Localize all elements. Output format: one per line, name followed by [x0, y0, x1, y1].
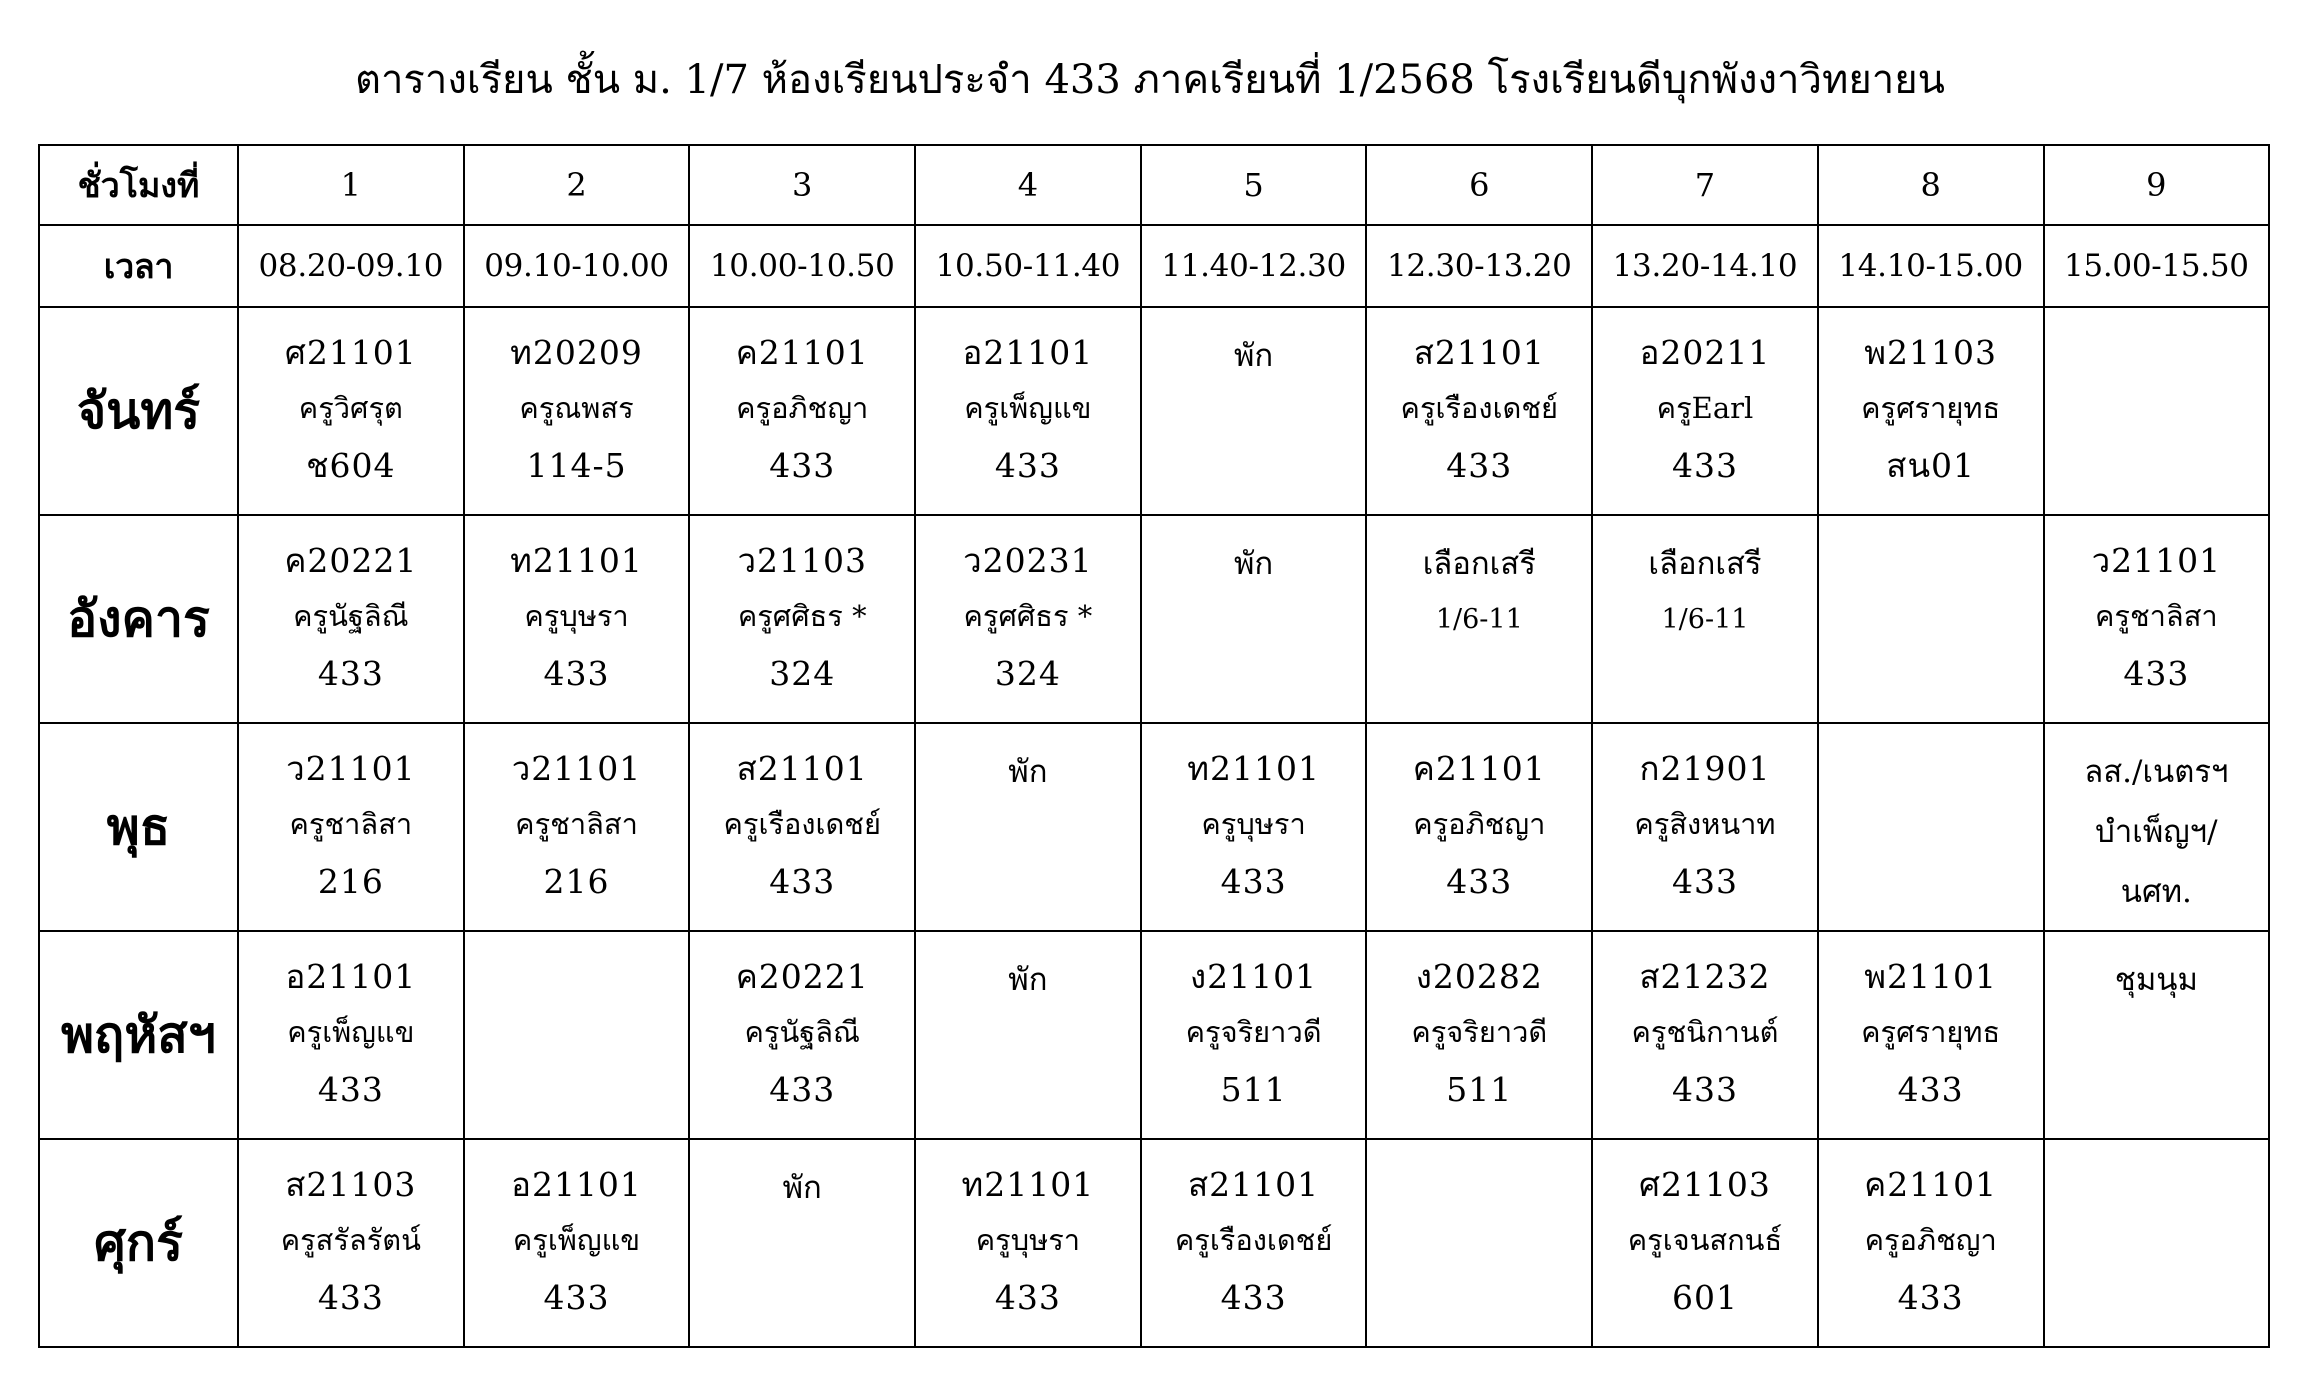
cell-content — [1593, 308, 1817, 496]
room-number: 433 — [1446, 862, 1513, 901]
room-number: 433 — [543, 1278, 610, 1317]
timetable-cell — [1366, 723, 1592, 931]
timetable-cell — [1366, 1139, 1592, 1347]
subject-code: ค21101 — [1412, 749, 1546, 788]
teacher-name: ครูจริยาวดี — [1185, 1015, 1322, 1049]
room-number: 216 — [317, 862, 384, 901]
teacher-name: ครูเพ็ญแข — [512, 1223, 641, 1257]
teacher-name: ครูบุษรา — [975, 1223, 1081, 1257]
page-title: ตารางเรียน ชั้น ม. 1/7 ห้องเรียนประจำ 433 ภาคเรียนที่ 1/2568 โรงเรียนดีบุกพังงาวิทยายน — [354, 57, 1946, 103]
room-number: 433 — [1671, 862, 1738, 901]
teacher-name: ครูนัฐลิณี — [293, 599, 409, 633]
room-number: 433 — [769, 446, 836, 485]
subject-code: ง21101 — [1190, 957, 1318, 996]
timetable-cell — [1366, 931, 1592, 1139]
room-number: 433 — [1671, 446, 1738, 485]
teacher-name: ครูสรัลรัตน์ — [280, 1223, 421, 1257]
activity-note: นศท. — [2120, 874, 2192, 910]
room-number: 511 — [1220, 1070, 1287, 1109]
timetable-cell — [689, 723, 915, 931]
cell-content — [1142, 724, 1366, 912]
cell-content — [465, 724, 689, 912]
cell-content — [1367, 724, 1591, 912]
cell-content — [239, 932, 463, 1120]
activity-group: 1/6-11 — [1435, 604, 1523, 635]
subject-code: ว21103 — [737, 541, 867, 580]
timetable-cell — [464, 931, 690, 1139]
subject-code: อ21101 — [962, 333, 1094, 372]
timetable-cell — [2044, 931, 2270, 1139]
timetable-cell — [689, 931, 915, 1139]
room-number: 433 — [1220, 862, 1287, 901]
timetable-cell — [1366, 307, 1592, 515]
timetable-cell — [2044, 307, 2270, 515]
period-number: 9 — [2044, 145, 2270, 225]
room-number: 433 — [1897, 1278, 1964, 1317]
teacher-name: ครูณพสร — [519, 391, 634, 425]
subject-code: ส21101 — [1188, 1165, 1320, 1204]
subject-code: ส21103 — [285, 1165, 417, 1204]
room-number: 433 — [1671, 1070, 1738, 1109]
period-time: 10.50-11.40 — [915, 225, 1141, 307]
cell-content — [916, 516, 1140, 704]
teacher-name: ครูอภิชญา — [736, 391, 869, 425]
teacher-name: ครูศศิธร * — [737, 599, 867, 633]
day-name: จันทร์ — [39, 307, 238, 515]
cell-content — [2045, 516, 2269, 704]
cell-content — [690, 308, 914, 496]
activity-label: พัก — [1008, 962, 1048, 998]
teacher-name: ครูบุษรา — [524, 599, 629, 633]
cell-content — [916, 308, 1140, 496]
room-number: 324 — [769, 654, 836, 693]
cell-content — [2045, 1140, 2269, 1158]
cell-content — [1367, 932, 1591, 1120]
period-time: 11.40-12.30 — [1141, 225, 1367, 307]
activity-label: พัก — [1233, 546, 1274, 582]
room-number: 433 — [317, 654, 384, 693]
period-number: 3 — [689, 145, 915, 225]
subject-code: พ21101 — [1864, 957, 1998, 996]
teacher-name: ครูศศิธร * — [963, 599, 1093, 633]
timetable-cell — [238, 931, 464, 1139]
cell-content — [239, 516, 463, 704]
timetable-cell — [915, 307, 1141, 515]
cell-content — [1819, 308, 2043, 496]
teacher-name: ครูเพ็ญแข — [964, 391, 1092, 425]
activity-group: 1/6-11 — [1661, 604, 1749, 635]
timetable-cell — [464, 515, 690, 723]
teacher-name: ครูจริยาวดี — [1411, 1015, 1548, 1049]
subject-code: ศ21101 — [284, 333, 417, 372]
teacher-name: ครูบุษรา — [1201, 807, 1306, 841]
cell-content — [690, 932, 914, 1120]
cell-content — [465, 932, 689, 950]
period-number: 5 — [1141, 145, 1367, 225]
timetable-cell — [238, 307, 464, 515]
activity-label: พัก — [1233, 338, 1274, 374]
cell-content — [1367, 516, 1591, 646]
activity-label: พัก — [1008, 754, 1048, 790]
day-name: อังคาร — [39, 515, 238, 723]
time-header-label: เวลา — [39, 225, 238, 307]
room-number: 324 — [994, 654, 1061, 693]
timetable-cell — [238, 723, 464, 931]
teacher-name: ครูอภิชญา — [1413, 807, 1546, 841]
cell-content — [1593, 932, 1817, 1120]
teacher-name: ครูอภิชญา — [1864, 1223, 1997, 1257]
timetable-cell — [2044, 515, 2270, 723]
subject-code: ศ21103 — [1639, 1165, 1771, 1204]
period-time: 15.00-15.50 — [2044, 225, 2270, 307]
timetable-cell — [1592, 1139, 1818, 1347]
timetable-cell — [1818, 931, 2044, 1139]
cell-content — [465, 516, 689, 704]
subject-code: ท20209 — [510, 333, 643, 372]
room-number: ช604 — [306, 446, 396, 485]
subject-code: ค20221 — [735, 957, 869, 996]
timetable-cell — [915, 515, 1141, 723]
timetable-cell — [1366, 515, 1592, 723]
activity-label: เลือกเสรี — [1648, 546, 1762, 582]
cell-content — [1593, 724, 1817, 912]
subject-code: ค20221 — [284, 541, 418, 580]
period-number: 8 — [1818, 145, 2044, 225]
subject-code: ท21101 — [510, 541, 643, 580]
cell-content — [465, 308, 689, 496]
cell-content — [2045, 308, 2269, 326]
cell-content — [2045, 724, 2269, 922]
day-row — [39, 515, 2269, 723]
room-number: 433 — [769, 862, 836, 901]
period-number: 4 — [915, 145, 1141, 225]
day-name: ศุกร์ — [39, 1139, 238, 1347]
subject-code: ว21101 — [511, 749, 642, 788]
period-number: 2 — [464, 145, 690, 225]
period-number: 1 — [238, 145, 464, 225]
cell-content — [239, 308, 463, 496]
timetable-cell — [1818, 515, 2044, 723]
subject-code: ส21232 — [1639, 957, 1771, 996]
timetable-cell — [1818, 307, 2044, 515]
day-row — [39, 723, 2269, 931]
subject-code: ก21901 — [1639, 749, 1771, 788]
room-number: 433 — [317, 1278, 384, 1317]
cell-content — [1593, 1140, 1817, 1328]
cell-content — [1819, 1140, 2043, 1328]
cell-content — [690, 724, 914, 912]
cell-content — [1367, 1140, 1591, 1158]
cell-content — [690, 1140, 914, 1218]
cell-content — [690, 516, 914, 704]
timetable-cell — [1818, 723, 2044, 931]
teacher-name: ครูชาลิสา — [2094, 599, 2218, 633]
timetable-body — [39, 145, 2269, 1347]
teacher-name: ครูศรายุทธ — [1861, 1015, 2001, 1049]
subject-code: อ21101 — [285, 957, 417, 996]
subject-code: ท21101 — [1187, 749, 1320, 788]
cell-content — [1142, 308, 1366, 386]
cell-content — [1819, 516, 2043, 534]
timetable-cell — [689, 515, 915, 723]
day-row — [39, 1139, 2269, 1347]
period-number: 6 — [1366, 145, 1592, 225]
day-row — [39, 307, 2269, 515]
period-time: 09.10-10.00 — [464, 225, 690, 307]
period-time: 10.00-10.50 — [689, 225, 915, 307]
cell-content — [2045, 932, 2269, 1010]
teacher-name: ครูเรืองเดชย์ — [1174, 1223, 1333, 1257]
cell-content — [1819, 724, 2043, 742]
room-number: 433 — [1897, 1070, 1964, 1109]
cell-content — [1819, 932, 2043, 1120]
cell-content — [1142, 1140, 1366, 1328]
subject-code: ง20282 — [1415, 957, 1543, 996]
subject-code: ค21101 — [1864, 1165, 1998, 1204]
period-time: 13.20-14.10 — [1592, 225, 1818, 307]
time-row — [39, 225, 2269, 307]
cell-content — [1593, 516, 1817, 646]
subject-code: ท21101 — [961, 1165, 1095, 1204]
activity-label: ชุมนุม — [2114, 962, 2198, 998]
activity-label: เลือกเสรี — [1422, 546, 1536, 582]
period-time: 08.20-09.10 — [238, 225, 464, 307]
day-name: พุธ — [39, 723, 238, 931]
cell-content — [239, 724, 463, 912]
teacher-name: ครูEarl — [1656, 391, 1754, 425]
subject-code: ว21101 — [2091, 541, 2222, 580]
period-row — [39, 145, 2269, 225]
timetable-cell — [1141, 723, 1367, 931]
subject-code: อ20211 — [1639, 333, 1771, 372]
room-number: 433 — [769, 1070, 836, 1109]
subject-code: ว21101 — [286, 749, 416, 788]
activity-note: บำเพ็ญฯ/ — [2095, 814, 2218, 850]
cell-content — [916, 1140, 1140, 1328]
subject-code: ส21101 — [736, 749, 868, 788]
teacher-name: ครูสิงหนาท — [1634, 807, 1776, 841]
timetable-cell — [2044, 723, 2270, 931]
timetable-cell — [915, 723, 1141, 931]
activity-label: พัก — [782, 1170, 822, 1206]
room-number: 433 — [994, 1278, 1061, 1317]
teacher-name: ครูเรืองเดชย์ — [1400, 391, 1559, 425]
teacher-name: ครูชนิกานต์ — [1631, 1015, 1779, 1049]
teacher-name: ครูเพ็ญแข — [287, 1015, 415, 1049]
timetable-cell — [1141, 931, 1367, 1139]
cell-content — [239, 1140, 463, 1328]
timetable-cell — [1592, 931, 1818, 1139]
subject-code: ค21101 — [735, 333, 869, 372]
timetable-cell — [238, 515, 464, 723]
subject-code: ส21101 — [1413, 333, 1545, 372]
activity-note: ลส./เนตรฯ — [2084, 754, 2229, 790]
timetable — [38, 144, 2270, 1348]
day-name: พฤหัสฯ — [39, 931, 238, 1139]
room-number: 433 — [2123, 654, 2190, 693]
timetable-cell — [1592, 723, 1818, 931]
period-time: 14.10-15.00 — [1818, 225, 2044, 307]
teacher-name: ครูนัฐลิณี — [744, 1015, 860, 1049]
teacher-name: ครูวิศรุต — [298, 391, 403, 425]
period-number: 7 — [1592, 145, 1818, 225]
room-number: 433 — [1220, 1278, 1287, 1317]
timetable-cell — [464, 307, 690, 515]
cell-content — [916, 724, 1140, 802]
room-number: 114-5 — [526, 446, 627, 485]
teacher-name: ครูเจนสกนธ์ — [1627, 1223, 1783, 1257]
room-number: 433 — [543, 654, 610, 693]
timetable-cell — [1818, 1139, 2044, 1347]
cell-content — [465, 1140, 689, 1328]
teacher-name: ครูชาลิสา — [515, 807, 638, 841]
teacher-name: ครูศรายุทธ — [1861, 391, 2001, 425]
cell-content — [1142, 932, 1366, 1120]
cell-content — [1367, 308, 1591, 496]
timetable-cell — [689, 1139, 915, 1347]
room-number: สน01 — [1886, 446, 1975, 485]
timetable-cell — [915, 1139, 1141, 1347]
timetable-cell — [464, 723, 690, 931]
period-time: 12.30-13.20 — [1366, 225, 1592, 307]
room-number: 216 — [543, 862, 610, 901]
timetable-cell — [915, 931, 1141, 1139]
room-number: 433 — [317, 1070, 384, 1109]
cell-content — [1142, 516, 1366, 594]
teacher-name: ครูชาลิสา — [289, 807, 413, 841]
timetable-cell — [1141, 307, 1367, 515]
subject-code: พ21103 — [1864, 333, 1998, 372]
room-number: 511 — [1446, 1070, 1513, 1109]
timetable-cell — [238, 1139, 464, 1347]
timetable-cell — [1592, 515, 1818, 723]
timetable-cell — [1141, 1139, 1367, 1347]
timetable-cell — [464, 1139, 690, 1347]
room-number: 433 — [994, 446, 1061, 485]
room-number: 433 — [1446, 446, 1513, 485]
timetable-cell — [2044, 1139, 2270, 1347]
room-number: 601 — [1671, 1278, 1738, 1317]
cell-content — [916, 932, 1140, 1010]
timetable-cell — [1141, 515, 1367, 723]
teacher-name: ครูเรืองเดชย์ — [723, 807, 881, 841]
subject-code: ว20231 — [963, 541, 1093, 580]
timetable-cell — [689, 307, 915, 515]
period-header-label: ชั่วโมงที่ — [39, 145, 238, 225]
day-row — [39, 931, 2269, 1139]
subject-code: อ21101 — [511, 1165, 642, 1204]
timetable-cell — [1592, 307, 1818, 515]
